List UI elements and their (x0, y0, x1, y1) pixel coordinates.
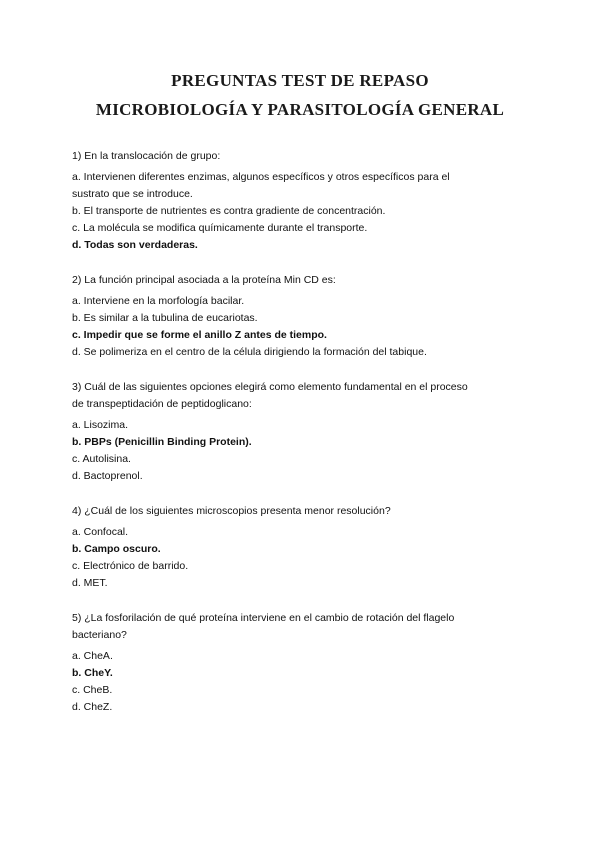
option-b-correct: b. PBPs (Penicillin Binding Protein). (72, 436, 252, 448)
option-a: a. CheA. (72, 650, 113, 662)
option-c: c. Electrónico de barrido. (72, 560, 189, 572)
option-c-correct: c. Impedir que se forme el anillo Z antes de tiempo. (72, 329, 327, 341)
option-b-correct: b. CheY. (72, 667, 113, 679)
option-d: d. Se polimeriza en el centro de la célula dirigiendo la formación del tabique. (72, 346, 427, 358)
question-1 (72, 148, 472, 254)
option-d: d. Bactoprenol. (72, 470, 143, 482)
option-a: a. Intervienen diferentes enzimas, algunos específicos y otros específicos para el sustrato que se introduce. (72, 171, 450, 200)
option-c: c. CheB. (72, 684, 113, 696)
option-a: a. Lisozima. (72, 419, 129, 431)
option-b-correct: b. Campo oscuro. (72, 543, 161, 555)
option-d-correct: d. Todas son verdaderas. (72, 239, 198, 251)
question-5 (72, 610, 472, 716)
option-d: d. MET. (72, 577, 108, 589)
option-b: b. Es similar a la tubulina de eucariotas. (72, 312, 258, 324)
question-text: 2) La función principal asociada a la proteína Min CD es: (72, 274, 336, 286)
option-c: c. Autolisina. (72, 453, 131, 465)
question-text: 1) En la translocación de grupo: (72, 150, 221, 162)
question-text: 3) Cuál de las siguientes opciones elegirá como elemento fundamental en el proceso de transpeptidación de peptidoglicano: (72, 381, 468, 410)
question-list (72, 148, 472, 734)
question-text: 5) ¿La fosforilación de qué proteína interviene en el cambio de rotación del flagelo bacteriano? (72, 612, 455, 641)
option-a: a. Interviene en la morfología bacilar. (72, 295, 245, 307)
question-4 (72, 503, 472, 592)
question-2 (72, 272, 472, 361)
option-c: c. La molécula se modifica químicamente durante el transporte. (72, 222, 368, 234)
option-a: a. Confocal. (72, 526, 129, 538)
option-d: d. CheZ. (72, 701, 113, 713)
option-b: b. El transporte de nutrientes es contra gradiente de concentración. (72, 205, 386, 217)
question-3 (72, 379, 472, 485)
page-title: PREGUNTAS TEST DE REPASO (171, 71, 429, 90)
page-subtitle: MICROBIOLOGÍA Y PARASITOLOGÍA GENERAL (95, 100, 505, 119)
question-text: 4) ¿Cuál de los siguientes microscopios presenta menor resolución? (72, 505, 391, 517)
